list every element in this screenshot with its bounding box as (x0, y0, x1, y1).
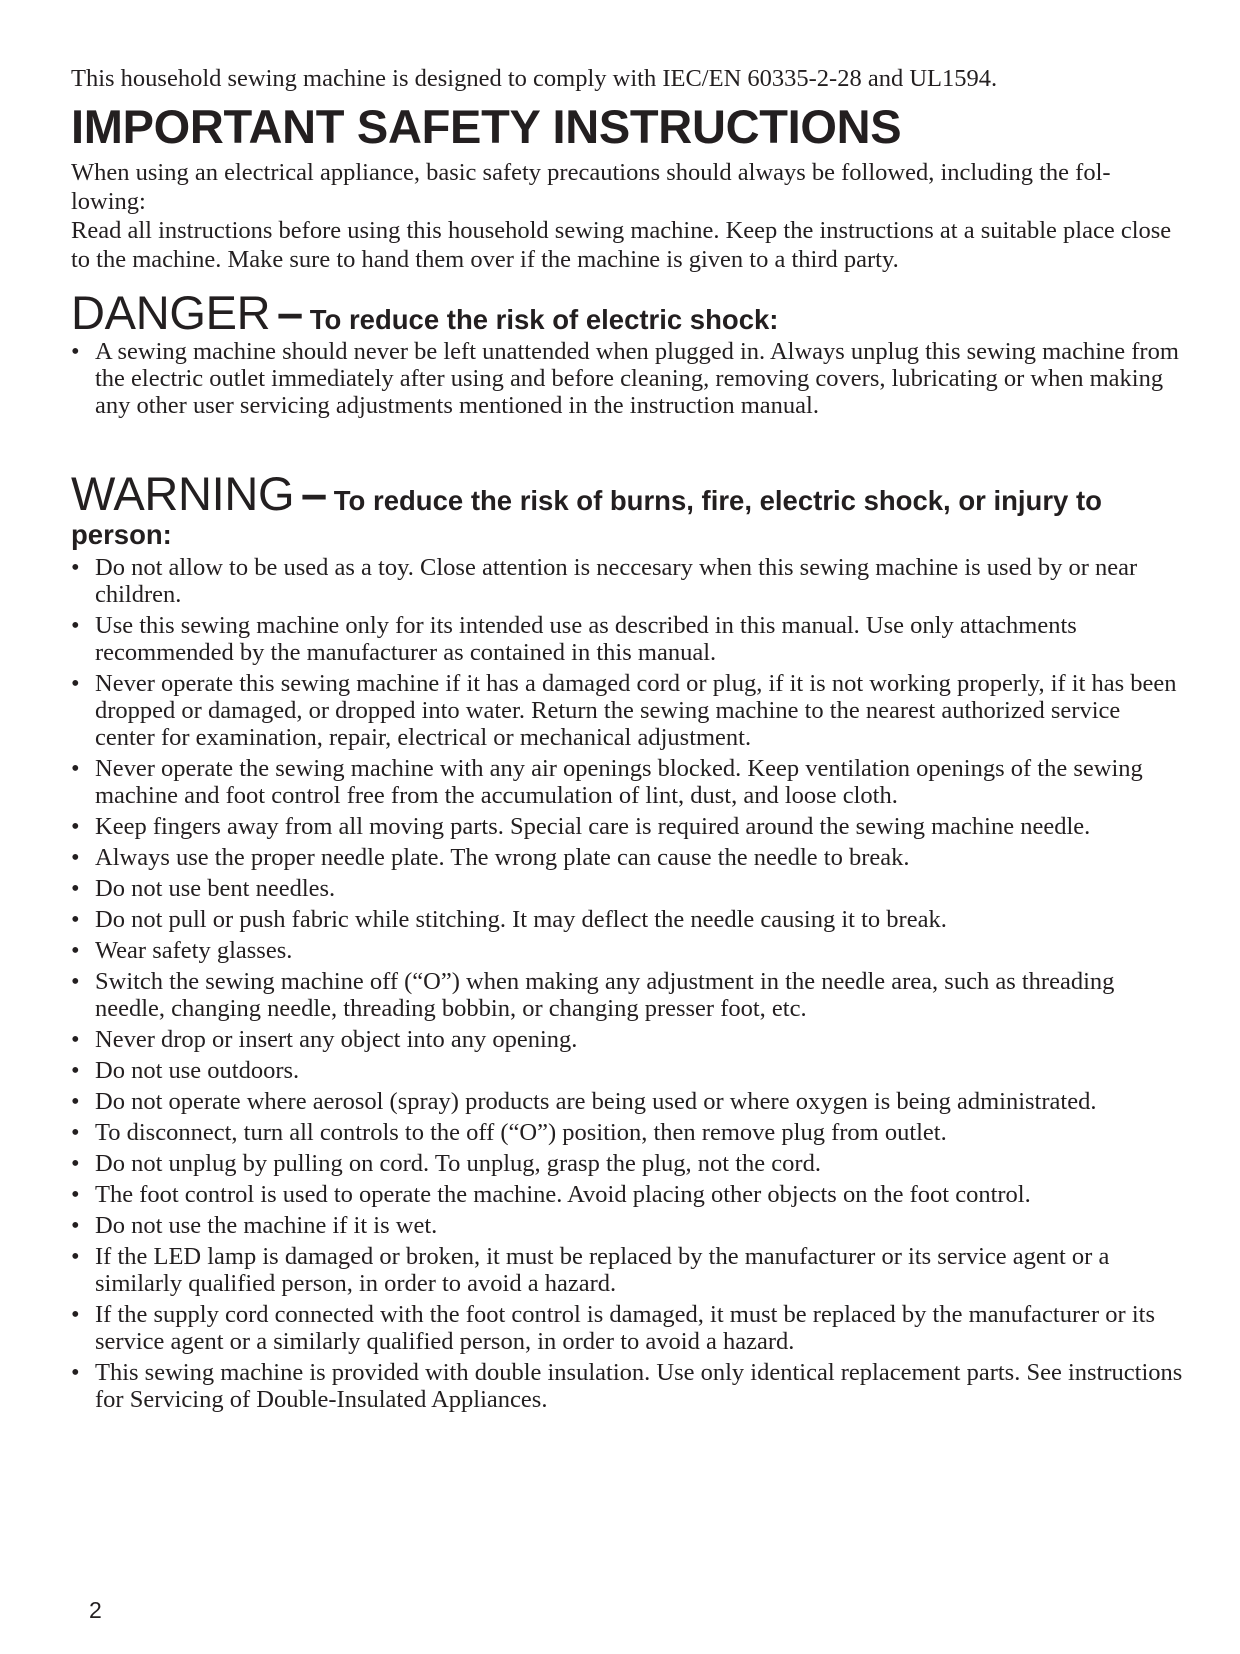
bullet-marker: • (71, 906, 80, 933)
list-item (71, 813, 1183, 840)
warning-dash: – (300, 467, 328, 520)
bullet-marker: • (71, 1026, 80, 1053)
bullet-marker: • (71, 1359, 80, 1386)
bullet-marker: • (71, 844, 80, 871)
warning-item-text: Never drop or insert any object into any opening. (95, 1026, 578, 1053)
bullet-marker: • (71, 1212, 80, 1239)
bullet-marker: • (71, 875, 80, 902)
bullet-marker: • (71, 338, 80, 365)
list-item (71, 1088, 1183, 1115)
warning-item-text: Do not unplug by pulling on cord. To unplug, grasp the plug, not the cord. (95, 1150, 821, 1177)
warning-item-text: Wear safety glasses. (95, 937, 293, 964)
list-item (71, 1243, 1183, 1297)
list-item (71, 1057, 1183, 1084)
list-item (71, 1212, 1183, 1239)
bullet-marker: • (71, 968, 80, 995)
bullet-marker: • (71, 1057, 80, 1084)
danger-item-text: A sewing machine should never be left unattended when plugged in. Always unplug this sewing machine from the electric outlet immediately after using and before cleaning, removing covers, lubricating or when making any other user servicing adjustments mentioned in the instruction manual. (95, 338, 1179, 419)
danger-label: DANGER (71, 286, 271, 339)
warning-item-text: Switch the sewing machine off (“O”) when making any adjustment in the needle area, such as threading needle, changing needle, threading bobbin, or changing presser foot, etc. (95, 968, 1115, 1022)
bullet-marker: • (71, 1301, 80, 1328)
warning-list (71, 554, 1183, 1413)
warning-item-text: Do not use outdoors. (95, 1057, 300, 1084)
list-item (71, 554, 1183, 608)
list-item (71, 1026, 1183, 1053)
list-item (71, 844, 1183, 871)
document-page (71, 64, 1183, 1417)
warning-item-text: Do not use bent needles. (95, 875, 336, 902)
bullet-marker: • (71, 937, 80, 964)
list-item (71, 1119, 1183, 1146)
preamble-paragraph-1: When using an electrical appliance, basic safety precautions should always be followed, including the fol-lowing: (71, 159, 1111, 215)
bullet-marker: • (71, 1088, 80, 1115)
danger-heading (71, 288, 1183, 338)
danger-subtitle: To reduce the risk of electric shock: (309, 304, 779, 335)
danger-list (71, 338, 1183, 419)
warning-heading (71, 469, 1183, 554)
warning-item-text: If the LED lamp is damaged or broken, it must be replaced by the manufacturer or its service agent or a similarly qualified person, in order to avoid a hazard. (95, 1243, 1110, 1297)
list-item (71, 755, 1183, 809)
warning-subtitle: To reduce the risk of burns, fire, electric shock, or injury to person: (71, 485, 1102, 550)
bullet-marker: • (71, 1119, 80, 1146)
preamble-paragraph-2: Read all instructions before using this household sewing machine. Keep the instructions at a suitable place close to the machine. Make sure to hand them over if the machine is given to a third party. (71, 217, 1172, 273)
bullet-marker: • (71, 813, 80, 840)
warning-item-text: The foot control is used to operate the machine. Avoid placing other objects on the foot control. (95, 1181, 1031, 1208)
warning-item-text: Never operate the sewing machine with any air openings blocked. Keep ventilation openings of the sewing machine and foot control free from the accumulation of lint, dust, and loose cloth. (95, 755, 1143, 809)
page-title: IMPORTANT SAFETY INSTRUCTIONS (71, 100, 902, 153)
list-item (71, 670, 1183, 751)
bullet-marker: • (71, 1150, 80, 1177)
list-item (71, 1150, 1183, 1177)
compliance-statement: This household sewing machine is designed to comply with IEC/EN 60335-2-28 and UL1594. (71, 65, 998, 92)
warning-item-text: To disconnect, turn all controls to the off (“O”) position, then remove plug from outlet. (95, 1119, 947, 1146)
list-item (71, 1301, 1183, 1355)
warning-label: WARNING (71, 467, 295, 520)
warning-item-text: Always use the proper needle plate. The wrong plate can cause the needle to break. (95, 844, 910, 871)
list-item (71, 875, 1183, 902)
warning-item-text: Do not operate where aerosol (spray) products are being used or where oxygen is being administrated. (95, 1088, 1097, 1115)
warning-item-text: Do not use the machine if it is wet. (95, 1212, 438, 1239)
list-item (71, 968, 1183, 1022)
warning-item-text: Do not allow to be used as a toy. Close attention is neccesary when this sewing machine is used by or near children. (95, 554, 1138, 608)
list-item (71, 906, 1183, 933)
warning-item-text: Never operate this sewing machine if it has a damaged cord or plug, if it is not working properly, if it has been dropped or damaged, or dropped into water. Return the sewing machine to the nearest authorized service center for examination, repair, electrical or mechanical adjustment. (95, 670, 1177, 751)
bullet-marker: • (71, 554, 80, 581)
warning-item-text: If the supply cord connected with the foot control is damaged, it must be replaced by the manufacturer or its service agent or a similarly qualified person, in order to avoid a hazard. (95, 1301, 1155, 1355)
list-item (71, 937, 1183, 964)
page-number: 2 (89, 1597, 102, 1623)
warning-item-text: Use this sewing machine only for its intended use as described in this manual. Use only attachments recommended by the manufacturer as contained in this manual. (95, 612, 1077, 666)
warning-item-text: This sewing machine is provided with double insulation. Use only identical replacement parts. See instructions for Servicing of Double-Insulated Appliances. (95, 1359, 1183, 1413)
bullet-marker: • (71, 670, 80, 697)
bullet-marker: • (71, 755, 80, 782)
warning-item-text: Keep fingers away from all moving parts. Special care is required around the sewing machine needle. (95, 813, 1091, 840)
list-item (71, 612, 1183, 666)
list-item (71, 1359, 1183, 1413)
list-item (71, 338, 1183, 419)
list-item (71, 1181, 1183, 1208)
bullet-marker: • (71, 1243, 80, 1270)
bullet-marker: • (71, 1181, 80, 1208)
warning-item-text: Do not pull or push fabric while stitching. It may deflect the needle causing it to break. (95, 906, 947, 933)
bullet-marker: • (71, 612, 80, 639)
danger-dash: – (276, 286, 304, 339)
